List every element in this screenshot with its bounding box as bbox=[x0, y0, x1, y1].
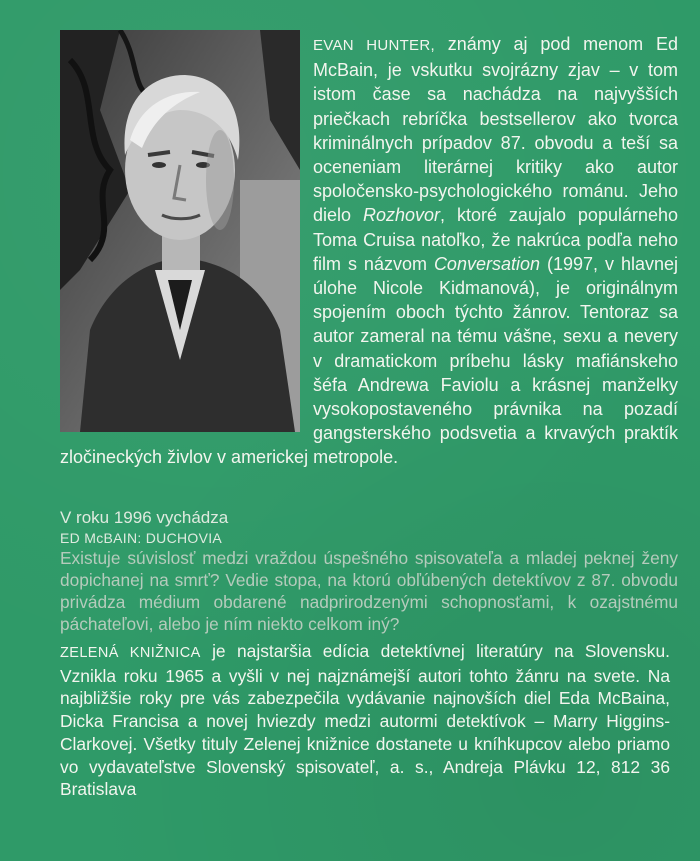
bio-text-b: , ktoré zaujalo populárneho Toma Cruisa natoľko, že nakrúca podľa neho film s názvom bbox=[313, 205, 679, 274]
author-biography bbox=[60, 32, 678, 470]
upcoming-book-title: ED McBAIN: DUCHOVIA bbox=[60, 530, 223, 546]
series-text: je najstaršia edícia detektívnej literatúry na Slovensku. Vznikla roku 1965 a vyšli v nej najznámejší autori tohto žánru na svete. Na najbližšie roky pre vás zabezpečila vydávanie najnovších diel Eda McBaina, Dicka Francisa a novej hviezdy medzi autormi detektívok – Marry Higgins-Clarkovej. Všetky tituly Zelenej knižnice dostanete u kníhkupcov alebo priamo vo vydavateľstve Slovenský spisovateľ, a. s., Andreja Plávku 12, 812 36 Bratislava bbox=[60, 641, 670, 800]
series-info bbox=[60, 640, 670, 801]
upcoming-heading: V roku 1996 vychádza bbox=[60, 508, 229, 527]
author-name: EVAN HUNTER, bbox=[313, 37, 435, 54]
series-name: ZELENÁ KNIŽNICA bbox=[60, 645, 201, 661]
photo-spacer bbox=[60, 32, 313, 424]
bio-text-a: známy aj pod menom Ed McBain, je vskutku svojrázny zjav – v tom istom čase sa nachádza na najvyšších priečkach rebríčka bestsellerov ako tvorca kriminálnych prípadov 87. obvodu a teší sa oceneniam literárnej kritiky ako autor spoločensko-psychologického románu. Jeho dielo bbox=[313, 34, 678, 226]
bio-text-c: (1997, v hlavnej úlohe Nicole Kidmanová), je originálnym spojením oboch týchto žánrov. Tentoraz sa autor zameral na tému vášne, sexu a nevery v dramatickom príbehu lásky mafiánskeho šéfa Andrewa Faviolu a krásnej manželky vysokopostaveného právnika na pozadí gangsterského podsvetia a krvavých praktík zločineckých živlov v americkej metropole. bbox=[60, 253, 678, 468]
upcoming-description: Existuje súvislosť medzi vraždou úspešného spisovateľa a mladej peknej ženy dopichanej na smrť? Vedie stopa, na ktorú obľúbených detektívov z 87. obvodu privádza médium obdarené nadprirodzenými schopnosťami, k ozajstnému páchateľovi, alebo je ním niekto celkom iný? bbox=[60, 548, 678, 634]
book-title-rozhovor: Rozhovor bbox=[362, 205, 441, 226]
upcoming-release bbox=[60, 507, 678, 635]
film-title-conversation: Conversation bbox=[433, 253, 540, 274]
